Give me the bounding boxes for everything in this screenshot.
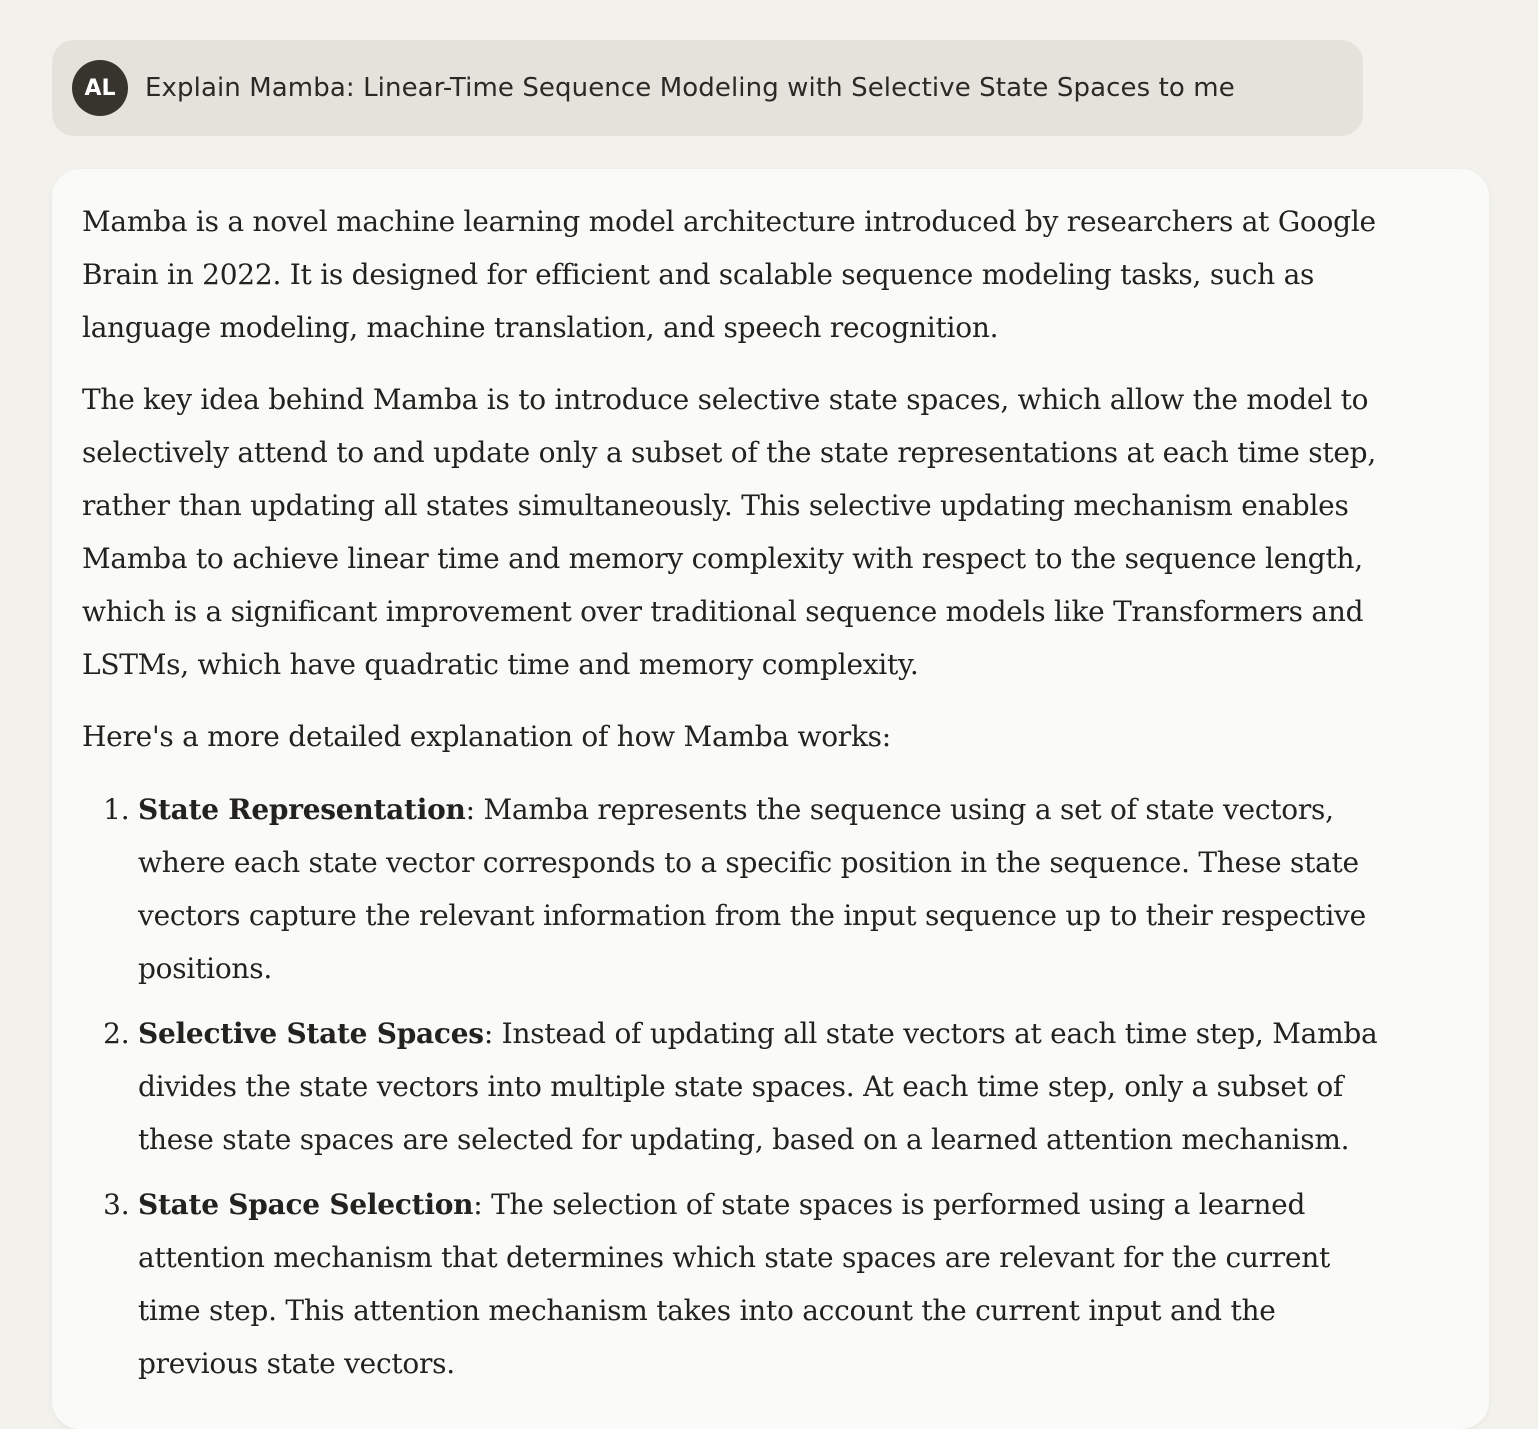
list-item-text: : The selection of state spaces is performed using a learned attention mechanism that determines which state spaces are relevant for the current time step. This attention mechanism takes into account the current input and the previous state vectors. xyxy=(138,1188,1331,1380)
list-item-title: State Space Selection xyxy=(138,1188,474,1221)
list-item xyxy=(138,1007,1398,1166)
list-item-title: State Representation xyxy=(138,793,466,826)
response-paragraph: Here's a more detailed explanation of how Mamba works: xyxy=(82,720,891,753)
user-message-bubble xyxy=(52,40,1363,136)
assistant-response-card xyxy=(52,169,1489,1429)
list-item-text: : Mamba represents the sequence using a set of state vectors, where each state vector corresponds to a specific position in the sequence. These state vectors capture the relevant information from the input sequence up to their respective positions. xyxy=(138,793,1366,985)
list-item-text: : Instead of updating all state vectors at each time step, Mamba divides the state vectors into multiple state spaces. At each time step, only a subset of these state spaces are selected for updating, based on a learned attention mechanism. xyxy=(138,1017,1378,1156)
user-message-text: Explain Mamba: Linear-Time Sequence Modeling with Selective State Spaces to me xyxy=(145,73,1235,103)
response-paragraph: The key idea behind Mamba is to introduce selective state spaces, which allow the model to selectively attend to and update only a subset of the state representations at each time step, rather than updating all states simultaneously. This selective updating mechanism enables Mamba to achieve linear time and memory complexity with respect to the sequence length, which is a significant improvement over traditional sequence models like Transformers and LSTMs, which have quadratic time and memory complexity. xyxy=(82,383,1376,681)
user-avatar[interactable]: AL xyxy=(72,60,128,116)
list-item xyxy=(138,783,1398,995)
list-item-title: Selective State Spaces xyxy=(138,1017,484,1050)
response-paragraph: Mamba is a novel machine learning model architecture introduced by researchers at Google Brain in 2022. It is designed for efficient and scalable sequence modeling tasks, such as language modeling, machine translation, and speech recognition. xyxy=(82,205,1376,344)
response-numbered-list xyxy=(82,783,1398,1390)
list-item xyxy=(138,1178,1398,1390)
